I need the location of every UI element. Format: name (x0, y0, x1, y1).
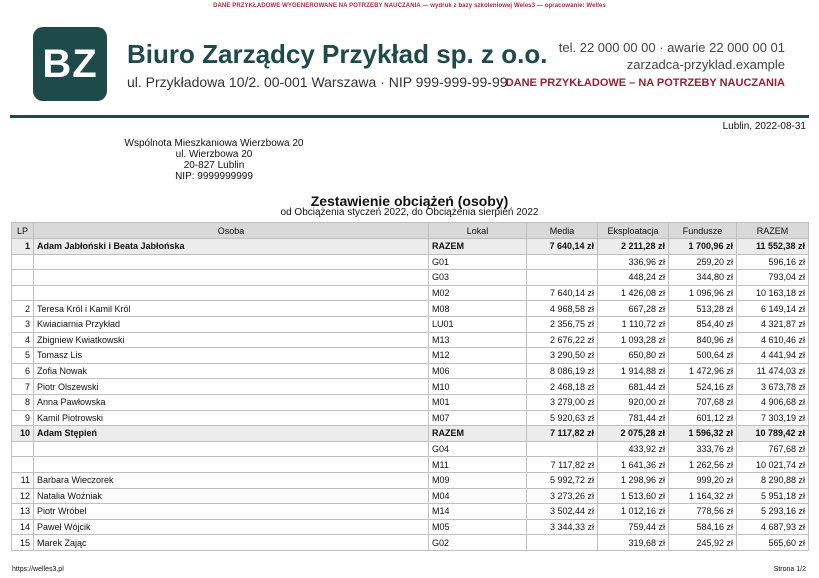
table-row (12, 254, 809, 270)
cell-eksploatacja: 759,44 zł (598, 519, 669, 535)
cell-lp: 11 (12, 472, 34, 488)
table-body (12, 239, 809, 551)
cell-razem: 7 303,19 zł (737, 410, 809, 426)
recipient-block (104, 138, 324, 182)
cell-lokal: M08 (429, 301, 527, 317)
table-row (12, 316, 809, 332)
recipient-nip: NIP: 9999999999 (175, 171, 253, 182)
table-row (12, 535, 809, 551)
cell-eksploatacja: 1 641,36 zł (598, 457, 669, 473)
cell-razem: 3 673,78 zł (737, 379, 809, 395)
cell-media (527, 254, 598, 270)
recipient-name: Wspólnota Mieszkaniowa Wierzbowa 20 (124, 138, 304, 149)
cell-lokal: M07 (429, 410, 527, 426)
cell-lp: 7 (12, 379, 34, 395)
cell-fundusze: 344,80 zł (669, 270, 737, 286)
cell-eksploatacja: 650,80 zł (598, 348, 669, 364)
header-divider (10, 115, 809, 118)
cell-osoba: Anna Pawłowska (34, 394, 429, 410)
demo-note: DANE PRZYKŁADOWE – NA POTRZEBY NAUCZANIA (505, 77, 785, 89)
table-row (12, 519, 809, 535)
column-header-fundusze: Fundusze (669, 223, 737, 239)
cell-lokal: M11 (429, 457, 527, 473)
table-row (12, 472, 809, 488)
column-header-lokal: Lokal (429, 223, 527, 239)
recipient-street: ul. Wierzbowa 20 (175, 149, 253, 160)
cell-osoba: Kamil Piotrowski (34, 410, 429, 426)
cell-lokal: G04 (429, 441, 527, 457)
cell-osoba: Zbigniew Kwiatkowski (34, 332, 429, 348)
cell-osoba: Marek Zając (34, 535, 429, 551)
company-website: zarzadca-przyklad.example (626, 57, 785, 72)
cell-fundusze: 840,96 zł (669, 332, 737, 348)
cell-osoba (34, 441, 429, 457)
cell-fundusze: 259,20 zł (669, 254, 737, 270)
table-row (12, 348, 809, 364)
cell-razem: 5 293,16 zł (737, 504, 809, 520)
cell-razem: 8 290,88 zł (737, 472, 809, 488)
cell-lp (12, 441, 34, 457)
cell-eksploatacja: 667,28 zł (598, 301, 669, 317)
table-row (12, 285, 809, 301)
cell-lokal: M01 (429, 394, 527, 410)
report-title: Zestawienie obciążeń (osoby) (310, 193, 509, 209)
table-row (12, 270, 809, 286)
column-header-razem: RAZEM (737, 223, 809, 239)
table-row-total (12, 239, 809, 255)
column-header-eksploatacja: Eksploatacja (598, 223, 669, 239)
cell-fundusze: 584,16 zł (669, 519, 737, 535)
table-row (12, 379, 809, 395)
cell-razem: 596,16 zł (737, 254, 809, 270)
cell-lokal: G03 (429, 270, 527, 286)
cell-razem: 4 321,87 zł (737, 316, 809, 332)
cell-lokal: LU01 (429, 316, 527, 332)
cell-lp (12, 285, 34, 301)
report-subtitle: od Obciążenia styczeń 2022, do Obciążenia sierpień 2022 (280, 207, 539, 218)
company-logo: BZ (33, 27, 107, 101)
cell-osoba: Paweł Wójcik (34, 519, 429, 535)
cell-fundusze: 500,64 zł (669, 348, 737, 364)
cell-razem: 767,68 zł (737, 441, 809, 457)
cell-lokal: G01 (429, 254, 527, 270)
cell-razem: 5 951,18 zł (737, 488, 809, 504)
cell-media: 2 676,22 zł (527, 332, 598, 348)
cell-fundusze: 524,16 zł (669, 379, 737, 395)
cell-lokal: M09 (429, 472, 527, 488)
cell-media: 3 273,26 zł (527, 488, 598, 504)
cell-lokal: M05 (429, 519, 527, 535)
cell-lokal: M06 (429, 363, 527, 379)
cell-media (527, 270, 598, 286)
cell-lp: 15 (12, 535, 34, 551)
footer-url: https://welles3.pl (12, 566, 64, 573)
cell-media: 3 290,50 zł (527, 348, 598, 364)
cell-eksploatacja: 1 914,88 zł (598, 363, 669, 379)
cell-osoba: Adam Jabłoński i Beata Jabłońska (34, 239, 429, 255)
cell-osoba: Tomasz Lis (34, 348, 429, 364)
column-header-media: Media (527, 223, 598, 239)
cell-eksploatacja: 336,96 zł (598, 254, 669, 270)
cell-fundusze: 513,28 zł (669, 301, 737, 317)
cell-osoba: Adam Stępień (34, 426, 429, 442)
cell-media: 5 992,72 zł (527, 472, 598, 488)
cell-eksploatacja: 1 110,72 zł (598, 316, 669, 332)
cell-razem: 4 687,93 zł (737, 519, 809, 535)
cell-lp: 10 (12, 426, 34, 442)
cell-razem: 11 474,03 zł (737, 363, 809, 379)
cell-media: 2 356,75 zł (527, 316, 598, 332)
cell-fundusze: 707,68 zł (669, 394, 737, 410)
company-name: Biuro Zarządcy Przykład sp. z o.o. (127, 39, 548, 69)
table-row (12, 504, 809, 520)
table-row (12, 394, 809, 410)
cell-razem: 10 021,74 zł (737, 457, 809, 473)
cell-fundusze: 999,20 zł (669, 472, 737, 488)
cell-fundusze: 778,56 zł (669, 504, 737, 520)
cell-lp (12, 254, 34, 270)
cell-media: 2 468,18 zł (527, 379, 598, 395)
cell-razem: 565,60 zł (737, 535, 809, 551)
cell-razem: 10 789,42 zł (737, 426, 809, 442)
cell-fundusze: 333,76 zł (669, 441, 737, 457)
cell-eksploatacja: 2 075,28 zł (598, 426, 669, 442)
cell-lp: 14 (12, 519, 34, 535)
table-row (12, 332, 809, 348)
cell-eksploatacja: 2 211,28 zł (598, 239, 669, 255)
cell-fundusze: 1 700,96 zł (669, 239, 737, 255)
cell-lokal: M14 (429, 504, 527, 520)
table-row (12, 363, 809, 379)
table-row-total (12, 426, 809, 442)
table-row (12, 410, 809, 426)
cell-media: 3 502,44 zł (527, 504, 598, 520)
cell-razem: 793,04 zł (737, 270, 809, 286)
cell-osoba: Natalia Woźniak (34, 488, 429, 504)
cell-fundusze: 854,40 zł (669, 316, 737, 332)
cell-eksploatacja: 920,00 zł (598, 394, 669, 410)
cell-osoba: Zofia Nowak (34, 363, 429, 379)
cell-osoba: Teresa Król i Kamil Król (34, 301, 429, 317)
cell-lp: 5 (12, 348, 34, 364)
cell-media: 7 640,14 zł (527, 239, 598, 255)
cell-lokal: M02 (429, 285, 527, 301)
cell-lp: 13 (12, 504, 34, 520)
company-address: ul. Przykładowa 10/2. 00-001 Warszawa · NIP 999-999-99-99 (127, 74, 508, 90)
cell-razem: 11 552,38 zł (737, 239, 809, 255)
table-header-row (12, 223, 809, 239)
cell-eksploatacja: 319,68 zł (598, 535, 669, 551)
cell-lokal: M04 (429, 488, 527, 504)
cell-eksploatacja: 1 513,60 zł (598, 488, 669, 504)
company-phone: tel. 22 000 00 00 · awarie 22 000 00 01 (558, 40, 785, 55)
cell-fundusze: 1 096,96 zł (669, 285, 737, 301)
cell-osoba (34, 270, 429, 286)
cell-eksploatacja: 1 012,16 zł (598, 504, 669, 520)
cell-lokal: M13 (429, 332, 527, 348)
cell-fundusze: 1 262,56 zł (669, 457, 737, 473)
cell-media: 3 279,00 zł (527, 394, 598, 410)
cell-razem: 4 906,68 zł (737, 394, 809, 410)
cell-razem: 6 149,14 zł (737, 301, 809, 317)
table-row (12, 301, 809, 317)
cell-osoba (34, 254, 429, 270)
cell-fundusze: 1 596,32 zł (669, 426, 737, 442)
cell-fundusze: 601,12 zł (669, 410, 737, 426)
cell-lp: 4 (12, 332, 34, 348)
cell-lokal: RAZEM (429, 239, 527, 255)
cell-eksploatacja: 1 298,96 zł (598, 472, 669, 488)
cell-media: 8 086,19 zł (527, 363, 598, 379)
cell-lokal: RAZEM (429, 426, 527, 442)
cell-eksploatacja: 1 093,28 zł (598, 332, 669, 348)
table-row (12, 488, 809, 504)
cell-media: 3 344,33 zł (527, 519, 598, 535)
cell-media: 4 968,58 zł (527, 301, 598, 317)
cell-eksploatacja: 1 426,08 zł (598, 285, 669, 301)
cell-lp: 2 (12, 301, 34, 317)
cell-osoba: Piotr Wróbel (34, 504, 429, 520)
column-header-lp: LP (12, 223, 34, 239)
cell-media: 5 920,63 zł (527, 410, 598, 426)
cell-razem: 4 441,94 zł (737, 348, 809, 364)
cell-media (527, 441, 598, 457)
cell-fundusze: 1 164,32 zł (669, 488, 737, 504)
sample-data-banner: DANE PRZYKŁADOWE WYGENEROWANE NA POTRZEBY NAUCZANIA — wydruk z bazy szkoleniowej Weles3 — opracowanie: Welles (213, 3, 606, 9)
cell-media: 7 117,82 zł (527, 457, 598, 473)
cell-osoba (34, 457, 429, 473)
cell-lp (12, 270, 34, 286)
cell-lp: 6 (12, 363, 34, 379)
cell-lp (12, 457, 34, 473)
cell-eksploatacja: 681,44 zł (598, 379, 669, 395)
cell-osoba: Piotr Olszewski (34, 379, 429, 395)
table-row (12, 441, 809, 457)
footer-page-number: Strona 1/2 (773, 566, 806, 573)
cell-fundusze: 245,92 zł (669, 535, 737, 551)
cell-lokal: M12 (429, 348, 527, 364)
cell-osoba: Barbara Wieczorek (34, 472, 429, 488)
charges-table (11, 222, 809, 551)
cell-lokal: M10 (429, 379, 527, 395)
document-date: Lublin, 2022-08-31 (722, 121, 806, 132)
cell-eksploatacja: 448,24 zł (598, 270, 669, 286)
cell-media: 7 640,14 zł (527, 285, 598, 301)
cell-lp: 9 (12, 410, 34, 426)
recipient-city: 20-827 Lublin (183, 160, 245, 171)
cell-lp: 12 (12, 488, 34, 504)
cell-razem: 4 610,46 zł (737, 332, 809, 348)
cell-osoba: Kwiaciarnia Przykład (34, 316, 429, 332)
column-header-osoba: Osoba (34, 223, 429, 239)
cell-fundusze: 1 472,96 zł (669, 363, 737, 379)
cell-lp: 8 (12, 394, 34, 410)
cell-eksploatacja: 781,44 zł (598, 410, 669, 426)
table-row (12, 457, 809, 473)
cell-lp: 3 (12, 316, 34, 332)
cell-osoba (34, 285, 429, 301)
cell-lokal: G02 (429, 535, 527, 551)
cell-media: 7 117,82 zł (527, 426, 598, 442)
cell-media (527, 535, 598, 551)
cell-lp: 1 (12, 239, 34, 255)
cell-razem: 10 163,18 zł (737, 285, 809, 301)
cell-eksploatacja: 433,92 zł (598, 441, 669, 457)
